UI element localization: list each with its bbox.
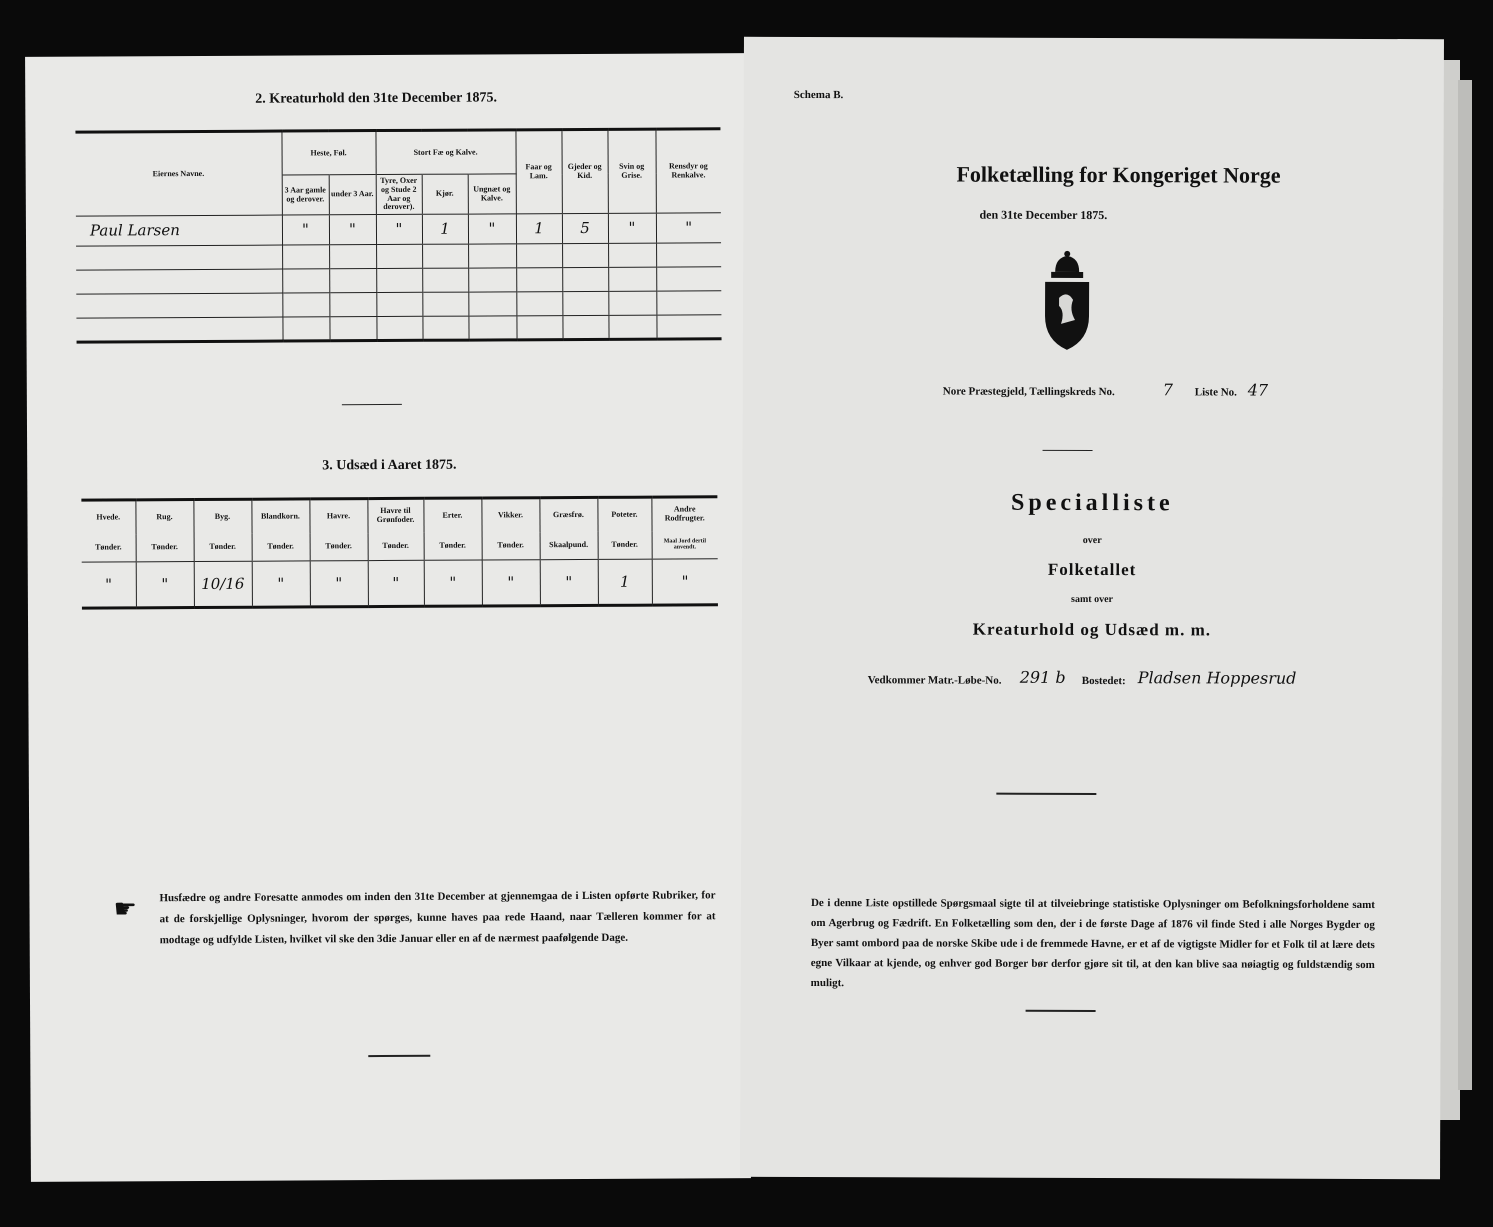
seed-cell: " xyxy=(310,561,368,607)
young-cattle-header: Ungnæt og Kalve. xyxy=(468,174,516,214)
seed-table xyxy=(81,495,718,609)
bulls-header: Tyre, Oxer og Stude 2 Aar og derover). xyxy=(376,174,422,214)
table-row xyxy=(76,213,721,246)
folketallet-heading: Folketallet xyxy=(1047,559,1137,580)
table-row xyxy=(76,267,721,294)
horses-3plus-header: 3 Aar gamle og derover. xyxy=(282,175,329,215)
bosted-value: Pladsen Hoppesrud xyxy=(1137,668,1297,688)
seed-title: 3. Udsæd i Aaret 1875. xyxy=(322,457,457,474)
table-row xyxy=(76,315,721,342)
goats-header: Gjeder og Kid. xyxy=(561,129,607,213)
pigs-header: Svin og Grise. xyxy=(607,129,655,213)
livestock-cell: " xyxy=(656,213,721,243)
pointing-hand-icon: ☛ xyxy=(113,894,137,924)
livestock-cell: " xyxy=(282,215,329,245)
coat-of-arms-icon xyxy=(1037,250,1097,354)
seed-header-unit: Tønder. xyxy=(424,532,482,560)
seed-header-name: Græsfrø. xyxy=(539,497,597,531)
seed-cell: " xyxy=(82,562,136,608)
livestock-cell: " xyxy=(376,215,422,245)
page-stack-edge xyxy=(1458,80,1472,1090)
seed-cell: 1 xyxy=(598,559,652,605)
matr-label: Vedkommer Matr.-Løbe-No. xyxy=(867,674,1002,687)
seed-cell: " xyxy=(540,559,598,605)
over-label: over xyxy=(1082,534,1102,547)
district-no: 7 xyxy=(1162,380,1173,400)
seed-cell: " xyxy=(136,562,194,608)
seed-header-name: Havre. xyxy=(309,499,367,533)
seed-header-name: Blandkorn. xyxy=(251,499,309,533)
seed-header-name: Erter. xyxy=(423,498,481,532)
seed-header-name: Rug. xyxy=(135,500,193,534)
seed-cell: " xyxy=(652,559,718,605)
seed-header-name: Byg. xyxy=(193,499,251,533)
livestock-cell: 5 xyxy=(562,214,608,244)
notice-text: Husfædre og andre Foresatte anmodes om inden den 31te December at gjennemgaa de i Listen opførte Rubriker, for at de forskjellige Oplysninger, hvorom der spørges, kunne haves paa rede Haand, naar Tælleren kommer for at modtage og udfylde Listen, hvilket vil ske den 3die Januar eller en af de nærmest paafølgende Dage. xyxy=(159,889,716,947)
sheep-header: Faar og Lam. xyxy=(515,130,561,214)
seed-cell: " xyxy=(368,560,424,606)
specialliste-heading: Specialliste xyxy=(1010,489,1174,517)
seed-cell: " xyxy=(252,561,310,607)
list-no: 47 xyxy=(1247,380,1269,400)
seed-header-unit: Tønder. xyxy=(252,533,310,561)
divider xyxy=(996,793,1096,795)
seed-cell: 10/16 xyxy=(194,561,252,607)
livestock-cell: " xyxy=(329,215,376,245)
divider xyxy=(1043,450,1093,451)
owner-cell: Paul Larsen xyxy=(76,215,282,246)
seed-header-name: Andre Rodfrugter. xyxy=(651,497,717,531)
seed-header-unit: Tønder. xyxy=(368,532,424,560)
seed-header-name: Havre til Grønfoder. xyxy=(367,498,423,532)
owner-header: Eiernes Navne. xyxy=(75,131,281,216)
livestock-title: 2. Kreaturhold den 31te December 1875. xyxy=(255,90,498,107)
seed-cell: " xyxy=(482,560,540,606)
table-row xyxy=(76,291,721,318)
seed-cell: " xyxy=(424,560,482,606)
livestock-cell: 1 xyxy=(422,214,468,244)
right-page xyxy=(740,37,1444,1179)
table-row xyxy=(82,559,718,608)
seed-header-unit: Tønder. xyxy=(598,531,652,559)
seed-header-name: Poteter. xyxy=(597,497,651,531)
parish-label: Nore Præstegjeld, Tællingskreds No. xyxy=(942,385,1115,399)
cows-header: Kjør. xyxy=(422,174,468,214)
horses-under3-header: under 3 Aar. xyxy=(329,175,376,215)
livestock-cell: 1 xyxy=(516,214,562,244)
kreaturhold-heading: Kreaturhold og Udsæd m. m. xyxy=(972,619,1212,640)
seed-header-unit: Skaalpund. xyxy=(540,531,598,559)
footer-text: De i denne Liste opstillede Spørgsmaal sigte til at tilveiebringe statistiske Oplysninger om Befolkningsforholdene samt om Agerbrug og Fædrift. En Folketælling som den, der i de første Dage af 1876 vil finde Sted i alle Norges Bygder og Byer samt ombord paa de norske Skibe ude i de fremmede Havne, er et af de vigtigste Midler for et Folk til at lære dets egne Vilkaar at kjende, og enhver god Borger bør derfor gjøre sit til, at den kan blive saa nøiagtig og fuldstændig som muligt. xyxy=(810,897,1375,990)
census-title: Folketælling for Kongeriget Norge xyxy=(956,161,1281,188)
livestock-table xyxy=(75,127,721,344)
seed-header-unit: Tønder. xyxy=(310,533,368,561)
samt-over-label: samt over xyxy=(1071,593,1114,606)
seed-header-unit: Tønder. xyxy=(136,534,194,562)
livestock-cell: " xyxy=(468,214,516,244)
livestock-cell: " xyxy=(608,213,656,243)
divider xyxy=(1026,1010,1096,1012)
seed-header-name: Hvede. xyxy=(81,500,135,534)
seed-header-unit: Tønder. xyxy=(82,534,136,562)
seed-header-unit: Tønder. xyxy=(482,532,540,560)
table-row xyxy=(76,243,721,270)
divider xyxy=(342,404,402,405)
divider xyxy=(368,1055,430,1057)
left-page xyxy=(25,53,751,1182)
seed-header-name: Vikker. xyxy=(481,498,539,532)
list-label: Liste No. xyxy=(1194,386,1237,399)
schema-label: Schema B. xyxy=(793,88,844,102)
seed-header-unit: Tønder. xyxy=(194,533,252,561)
horses-header: Heste, Føl. xyxy=(281,131,375,175)
matr-no: 291 b xyxy=(1019,667,1066,687)
cattle-header: Stort Fæ og Kalve. xyxy=(375,130,515,175)
reindeer-header: Rensdyr og Renkalve. xyxy=(655,129,720,214)
bosted-label: Bostedet: xyxy=(1081,674,1126,688)
census-subtitle: den 31te December 1875. xyxy=(979,207,1108,223)
seed-header-unit: Maal Jord dertil anvendt. xyxy=(652,531,718,559)
